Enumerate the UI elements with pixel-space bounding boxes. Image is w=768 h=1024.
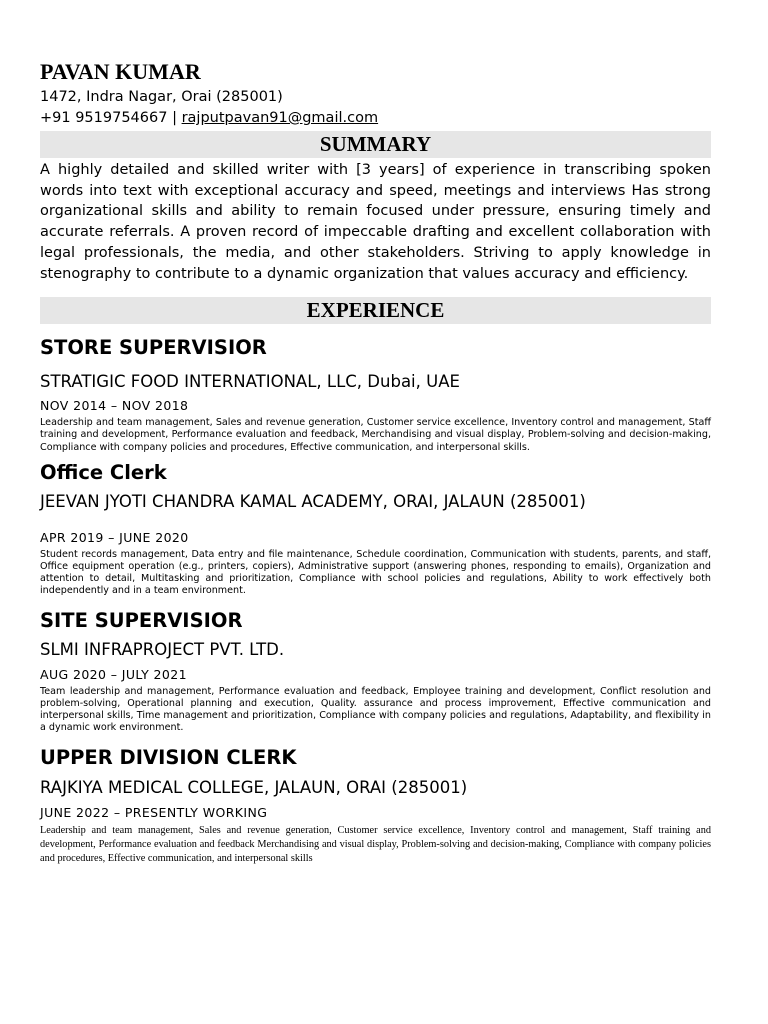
job-description: Leadership and team management, Sales and revenue generation, Customer service excellence, Inventory control and management, Staff training and development, Performance evaluation and feedback Merchandising and visual display, Problem-solving and decision-making, Compliance with company policies and procedures, Effective communication, and interpersonal skills <box>40 825 711 864</box>
job-dates: NOV 2014 – NOV 2018 <box>40 398 189 414</box>
job-entry <box>40 335 711 454</box>
phone: +91 9519754667 | <box>40 110 177 126</box>
job-title: STORE SUPERVISIOR <box>40 336 267 360</box>
job-title: Office Clerk <box>40 460 167 484</box>
address: 1472, Indra Nagar, Orai (285001) <box>40 89 283 105</box>
job-entry <box>40 460 711 598</box>
job-description: Student records management, Data entry and file maintenance, Schedule coordination, Communication with students, parents, and staff, Office equipment operation (e.g., printers, copiers), Administrative support (answering phones, responding to emails), Organization and attention to detail, Multitasking and prioritization, Compliance with school policies and regulations, Ability to work effectively both independently and in a team environment. <box>40 548 711 597</box>
experience-heading: EXPERIENCE <box>40 297 711 324</box>
job-entry <box>40 745 711 865</box>
job-dates: AUG 2020 – JULY 2021 <box>40 666 187 682</box>
resume-page <box>40 58 711 865</box>
contact-line <box>40 108 711 129</box>
job-description: Team leadership and management, Performance evaluation and feedback, Employee training and development, Conflict resolution and problem-solving, Operational planning and execution, Quality. assurance and process improvement, Effective communication and interpersonal skills, Time management and prioritization, Compliance with company policies and regulations, Adaptability, and flexibility in a dynamic work environment. <box>40 685 711 734</box>
job-entry <box>40 608 711 735</box>
header <box>40 58 711 86</box>
candidate-name: PAVAN KUMAR <box>40 59 201 84</box>
job-description: Leadership and team management, Sales and revenue generation, Customer service excellence, Inventory control and management, Staff training and development, Performance evaluation and feedback, Merchandising and visual display, Problem-solving and decision-making, Compliance with company policies and procedures, Effective communication, and interpersonal skills. <box>40 417 711 453</box>
job-title: SITE SUPERVISIOR <box>40 608 243 632</box>
company-name: STRATIGIC FOOD INTERNATIONAL, LLC, Dubai, UAE <box>40 372 460 392</box>
job-dates: JUNE 2022 – PRESENTLY WORKING <box>40 805 268 821</box>
job-title: UPPER DIVISION CLERK <box>40 746 297 770</box>
job-dates: APR 2019 – JUNE 2020 <box>40 529 189 545</box>
company-name: SLMI INFRAPROJECT PVT. LTD. <box>40 639 285 659</box>
email-link[interactable]: rajputpavan91@gmail.com <box>181 110 379 126</box>
company-name: JEEVAN JYOTI CHANDRA KAMAL ACADEMY, ORAI, JALAUN (285001) <box>40 491 586 511</box>
company-name: RAJKIYA MEDICAL COLLEGE, JALAUN, ORAI (285001) <box>40 778 468 798</box>
summary-heading: SUMMARY <box>40 131 711 158</box>
summary-text: A highly detailed and skilled writer with [3 years] of experience in transcribing spoken words into text with exceptional accuracy and speed, meetings and interviews Has strong organizational skills and ability to remain focused under pressure, ensuring timely and accurate referrals. A proven record of impeccable drafting and excellent collaboration with legal professionals, the media, and other stakeholders. Striving to apply knowledge in stenography to contribute to a dynamic organization that values accuracy and efficiency. <box>40 162 711 282</box>
